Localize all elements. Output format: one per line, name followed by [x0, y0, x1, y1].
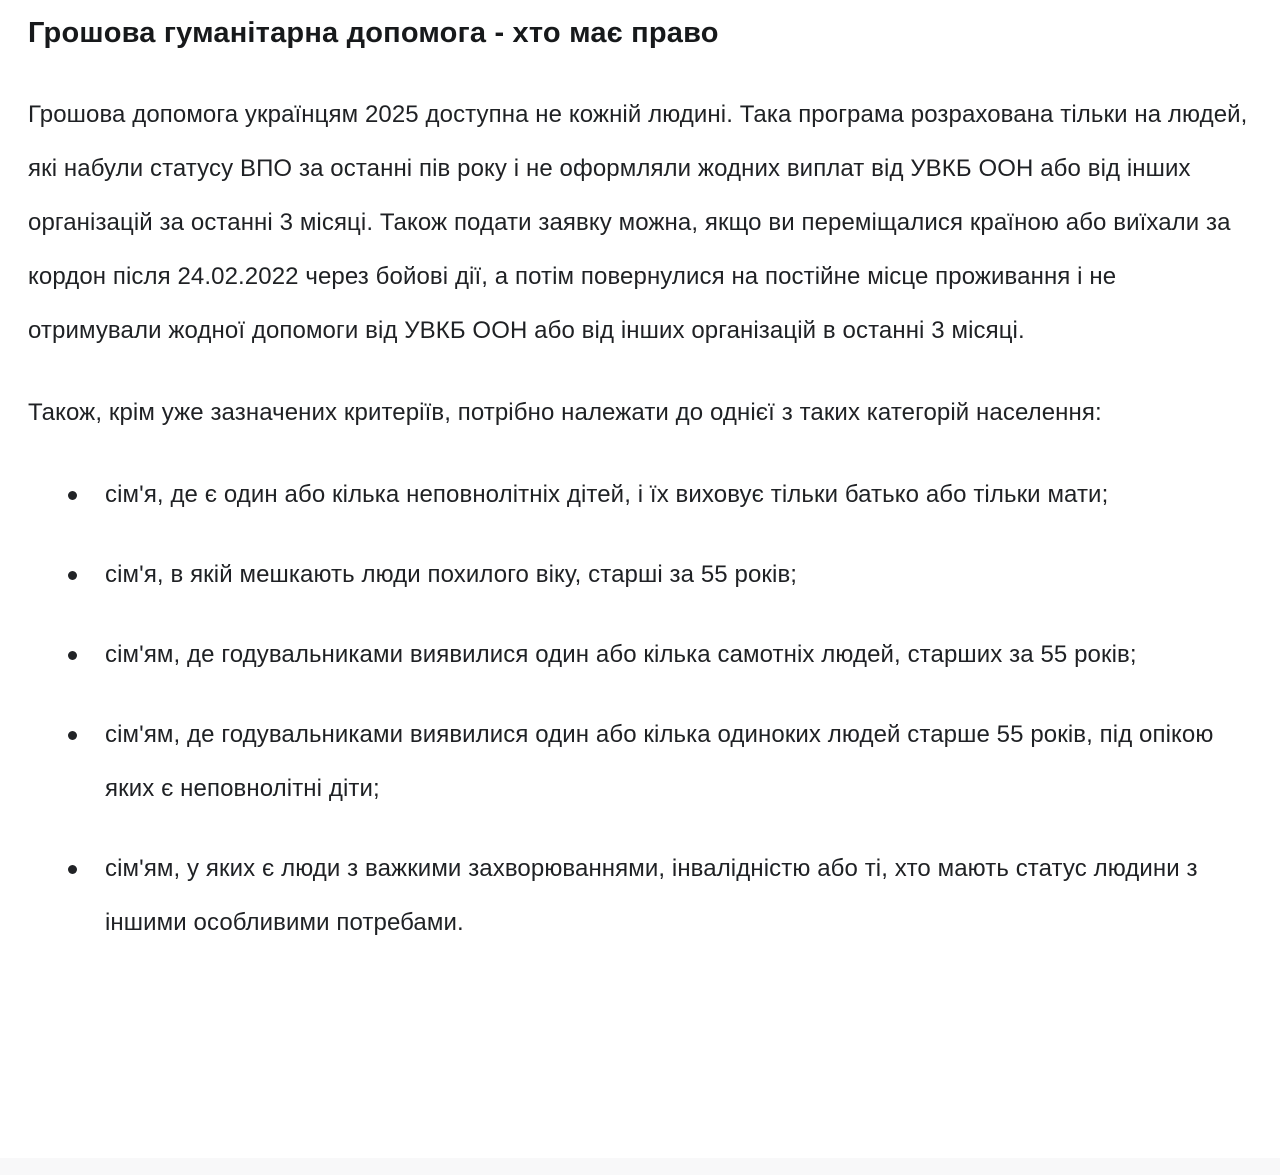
- bullet-icon: [68, 651, 77, 660]
- list-item: [28, 628, 1250, 682]
- list-item: [28, 708, 1250, 816]
- paragraph-categories-intro: Також, крім уже зазначених критеріїв, потрібно належати до однієї з таких категорій населення:: [28, 399, 1102, 426]
- page-title: Грошова гуманітарна допомога - хто має право: [28, 17, 719, 49]
- list-item-text: сім'я, в якій мешкають люди похилого віку, старші за 55 років;: [105, 561, 798, 588]
- list-item: [28, 548, 1250, 602]
- bullet-icon: [68, 571, 77, 580]
- list-item-text: сім'ям, де годувальниками виявилися один або кілька одиноких людей старше 55 років, під опікою яких є неповнолітні діти;: [105, 721, 1214, 802]
- list-item: [28, 842, 1250, 950]
- bullet-icon: [68, 865, 77, 874]
- bullet-icon: [68, 731, 77, 740]
- bottom-strip: [0, 1158, 1280, 1175]
- list-item-text: сім'ям, у яких є люди з важкими захворюваннями, інвалідністю або ті, хто мають статус людини з іншими особливими потребами.: [105, 855, 1198, 936]
- bullet-icon: [68, 491, 77, 500]
- paragraph-eligibility: Грошова допомога українцям 2025 доступна не кожній людині. Така програма розрахована тільки на людей, які набули статусу ВПО за останні пів року і не оформляли жодних виплат від УВКБ ООН або від інших організацій за останні 3 місяці. Також подати заявку можна, якщо ви переміщалися країною або виїхали за кордон після 24.02.2022 через бойові дії, а потім повернулися на постійне місце проживання і не отримували жодної допомоги від УВКБ ООН або від інших організацій в останні 3 місяці.: [28, 101, 1248, 344]
- list-item-text: сім'я, де є один або кілька неповнолітніх дітей, і їх виховує тільки батько або тільки мати;: [105, 481, 1109, 508]
- list-item-text: сім'ям, де годувальниками виявилися один або кілька самотніх людей, старших за 55 років;: [105, 641, 1137, 668]
- categories-list: [28, 468, 1250, 950]
- list-item: [28, 468, 1250, 522]
